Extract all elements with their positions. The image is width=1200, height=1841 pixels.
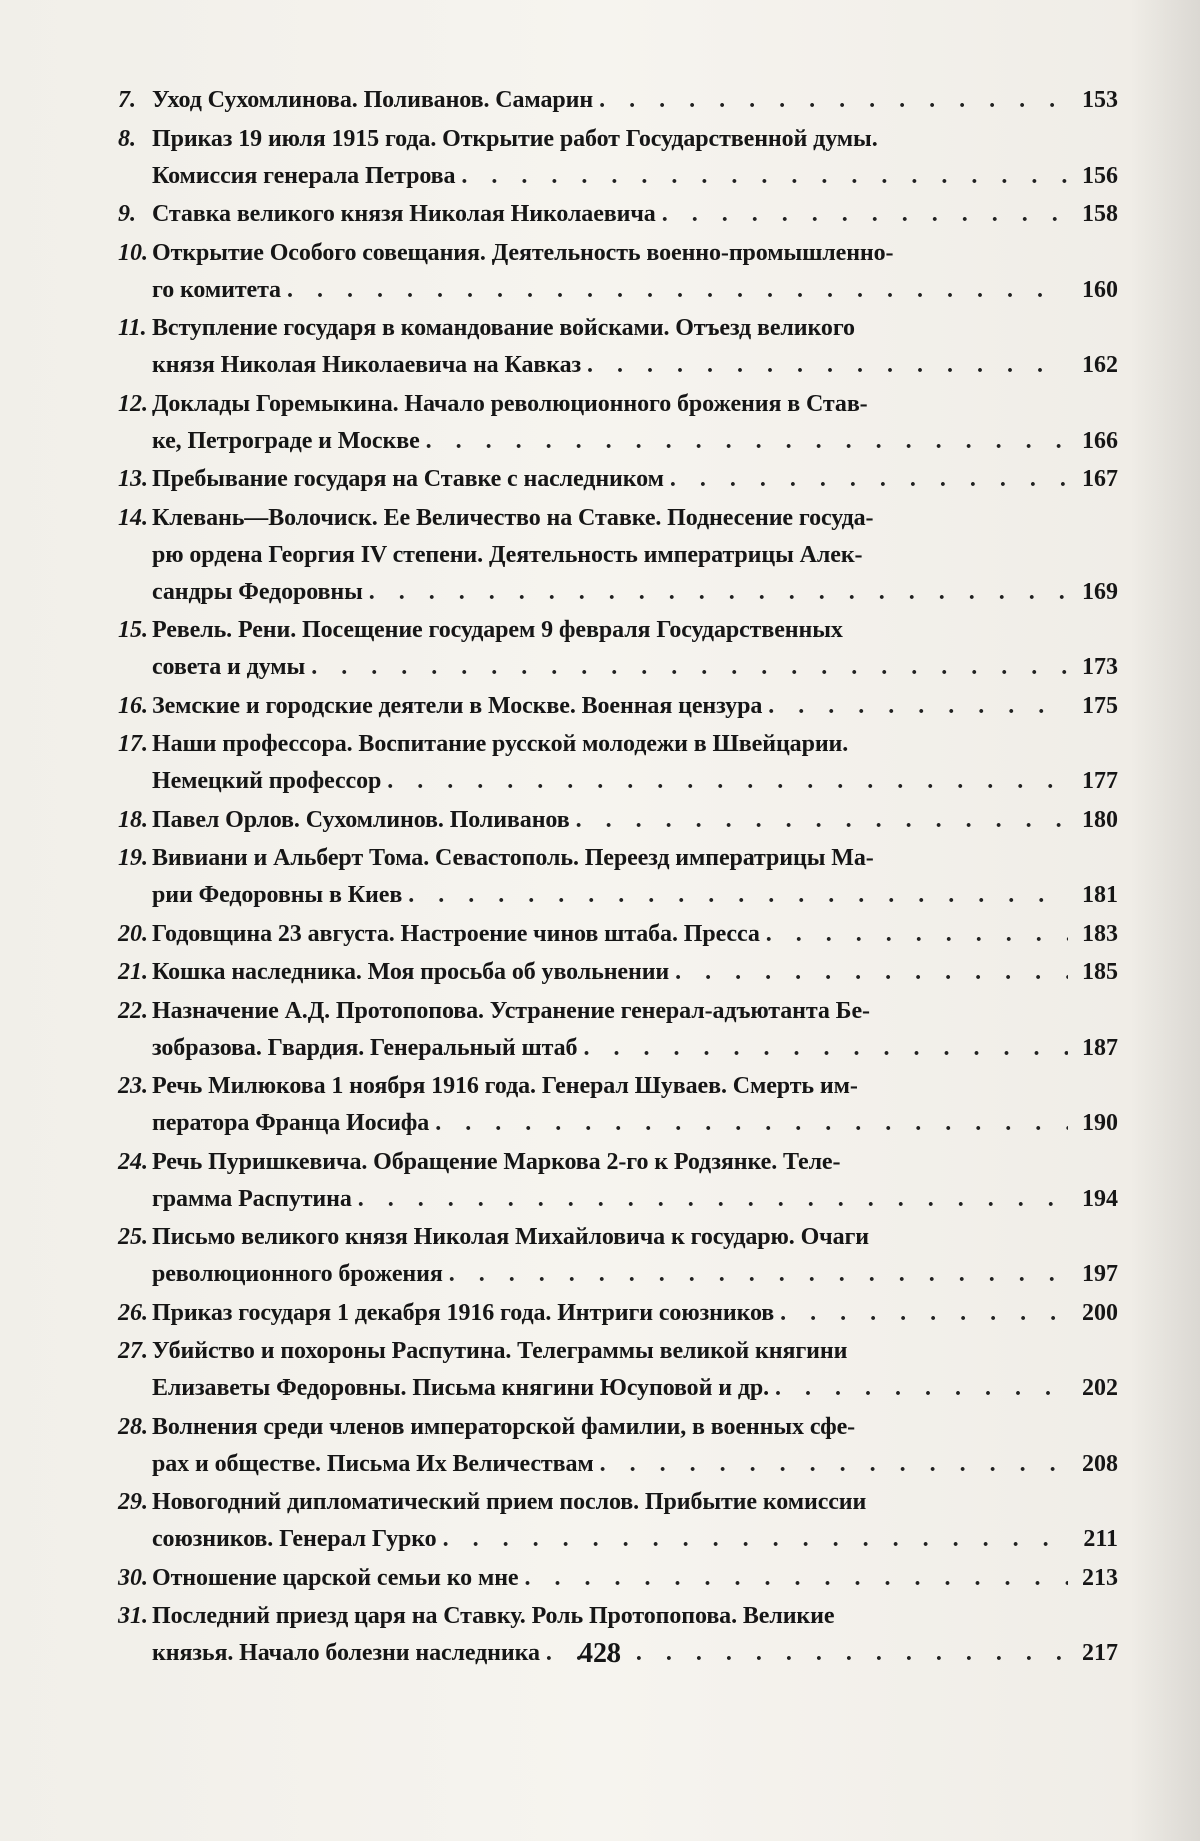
chapter-title: го комитета <box>152 276 281 303</box>
toc-entry <box>118 1068 1118 1142</box>
toc-line <box>118 537 1118 574</box>
chapter-number: 12. <box>118 390 148 417</box>
page-ref: 162 <box>1082 352 1118 378</box>
toc-line <box>118 574 1118 611</box>
chapter-title: Отношение царской семьи ко мне <box>152 1564 519 1591</box>
page-ref: 156 <box>1082 162 1118 189</box>
page-ref: 167 <box>1082 466 1118 492</box>
toc-line <box>118 82 1118 119</box>
toc-entry <box>118 1144 1118 1218</box>
chapter-title: Немецкий профессор <box>152 768 382 794</box>
toc-line <box>118 158 1118 195</box>
chapter-title: Клевань—Волочиск. Ее Величество на Ставке. Поднесение госуда- <box>152 504 874 531</box>
toc-line <box>118 877 1118 914</box>
dot-leader <box>449 1256 1068 1293</box>
toc-line <box>118 1333 1118 1370</box>
toc-line <box>118 802 1118 839</box>
page-ref: 175 <box>1082 692 1118 719</box>
chapter-number: 28. <box>118 1413 148 1440</box>
chapter-title: Речь Пуришкевича. Обращение Маркова 2-го к Родзянке. Теле- <box>152 1148 841 1175</box>
dot-leader <box>775 1370 1068 1407</box>
toc-line <box>118 1256 1118 1293</box>
table-of-contents <box>118 82 1118 1674</box>
chapter-number: 11. <box>118 315 147 341</box>
page-ref: 190 <box>1082 1110 1118 1136</box>
chapter-title: Речь Милюкова 1 ноября 1916 года. Генерал Шуваев. Смерть им- <box>152 1073 858 1099</box>
toc-entry <box>118 1295 1118 1332</box>
page-ref: 177 <box>1082 768 1118 794</box>
toc-entry <box>118 916 1118 953</box>
chapter-title: Вивиани и Альберт Тома. Севастополь. Переезд императрицы Ма- <box>152 845 874 871</box>
dot-leader <box>670 461 1068 498</box>
toc-entry <box>118 993 1118 1067</box>
toc-entry <box>118 386 1118 460</box>
toc-line <box>118 1409 1118 1446</box>
chapter-title: рах и обществе. Письма Их Величествам <box>152 1450 594 1477</box>
chapter-number: 7. <box>118 87 136 113</box>
toc-entry <box>118 196 1118 233</box>
toc-entry <box>118 310 1118 384</box>
page-ref: 160 <box>1082 276 1118 303</box>
toc-line <box>118 1598 1118 1635</box>
chapter-number: 19. <box>118 845 148 871</box>
toc-line <box>118 347 1118 384</box>
page-ref: 173 <box>1082 654 1118 680</box>
chapter-number: 24. <box>118 1148 148 1175</box>
dot-leader <box>766 916 1068 953</box>
page-ref: 166 <box>1082 427 1118 454</box>
toc-line <box>118 121 1118 158</box>
toc-entry <box>118 1409 1118 1483</box>
chapter-title: зобразова. Гвардия. Генеральный штаб <box>152 1034 578 1061</box>
chapter-title: князья. Начало болезни наследника <box>152 1640 540 1666</box>
chapter-number: 31. <box>118 1603 148 1629</box>
dot-leader <box>768 688 1068 725</box>
toc-line <box>118 612 1118 649</box>
dot-leader <box>461 158 1068 195</box>
toc-line <box>118 1484 1118 1521</box>
chapter-title: Письмо великого князя Николая Михайловича к государю. Очаги <box>152 1224 869 1250</box>
chapter-number: 17. <box>118 731 148 757</box>
dot-leader <box>408 877 1068 914</box>
toc-line <box>118 1295 1118 1332</box>
dot-leader <box>443 1521 1068 1558</box>
chapter-number: 13. <box>118 466 148 492</box>
chapter-title: совета и думы <box>152 654 306 680</box>
chapter-title: Земские и городские деятели в Москве. Военная цензура <box>152 692 763 719</box>
page-ref: 180 <box>1082 806 1118 833</box>
chapter-title: Открытие Особого совещания. Деятельность военно-промышленно- <box>152 239 894 266</box>
chapter-number: 26. <box>118 1299 148 1326</box>
dot-leader <box>675 954 1068 991</box>
dot-leader <box>369 574 1068 611</box>
page-number: 428 <box>579 1638 621 1669</box>
chapter-number: 14. <box>118 504 148 531</box>
toc-line <box>118 1030 1118 1067</box>
toc-line <box>118 916 1118 953</box>
toc-entry <box>118 726 1118 800</box>
chapter-title: Кошка наследника. Моя просьба об увольнении <box>152 959 670 985</box>
page-ref: 213 <box>1082 1564 1118 1591</box>
toc-line <box>118 1105 1118 1142</box>
chapter-title: Ставка великого князя Николая Николаевича <box>152 201 656 227</box>
chapter-title: рии Федоровны в Киев <box>152 882 403 908</box>
toc-line <box>118 1446 1118 1483</box>
dot-leader <box>387 763 1068 800</box>
chapter-title: Приказ государя 1 декабря 1916 года. Интриги союзников <box>152 1299 775 1326</box>
toc-line <box>118 840 1118 877</box>
chapter-title: Последний приезд царя на Ставку. Роль Протопопова. Великие <box>152 1603 835 1629</box>
chapter-title: сандры Федоровны <box>152 578 363 605</box>
toc-line <box>118 1521 1118 1558</box>
page-ref: 211 <box>1083 1526 1118 1552</box>
dot-leader <box>311 649 1068 686</box>
chapter-title: грамма Распутина <box>152 1185 352 1212</box>
chapter-title: рю ордена Георгия IV степени. Деятельность императрицы Алек- <box>152 541 863 568</box>
chapter-number: 16. <box>118 692 148 719</box>
toc-line <box>118 423 1118 460</box>
dot-leader <box>587 347 1068 384</box>
toc-entry <box>118 82 1118 119</box>
toc-line <box>118 310 1118 347</box>
chapter-number: 9. <box>118 201 136 227</box>
toc-entry <box>118 1484 1118 1558</box>
page-ref: 187 <box>1082 1034 1118 1061</box>
page-ref: 200 <box>1082 1299 1118 1326</box>
chapter-title: Приказ 19 июля 1915 года. Открытие работ Государственной думы. <box>152 125 878 152</box>
toc-entry <box>118 235 1118 309</box>
dot-leader <box>435 1105 1068 1142</box>
chapter-title: Назначение А.Д. Протопопова. Устранение генерал-адъютанта Бе- <box>152 997 870 1024</box>
chapter-title: Волнения среди членов императорской фамилии, в военных сфе- <box>152 1413 856 1440</box>
dot-leader <box>662 196 1068 233</box>
chapter-number: 25. <box>118 1224 148 1250</box>
chapter-title: Новогодний дипломатический прием послов. Прибытие комиссии <box>152 1489 867 1515</box>
chapter-title: Пребывание государя на Ставке с наследником <box>152 466 664 492</box>
chapter-number: 30. <box>118 1564 148 1591</box>
toc-line <box>118 1181 1118 1218</box>
dot-leader <box>599 82 1068 119</box>
dot-leader <box>358 1181 1068 1218</box>
dot-leader <box>287 272 1068 309</box>
chapter-number: 29. <box>118 1489 148 1515</box>
chapter-number: 15. <box>118 617 148 643</box>
dot-leader <box>524 1560 1068 1597</box>
toc-line <box>118 461 1118 498</box>
toc-line <box>118 500 1118 537</box>
page-ref: 181 <box>1082 882 1118 908</box>
chapter-title: ператора Франца Иосифа <box>152 1110 430 1136</box>
page-ref: 169 <box>1082 578 1118 605</box>
chapter-title: Доклады Горемыкина. Начало революционного брожения в Став- <box>152 390 868 417</box>
toc-line <box>118 763 1118 800</box>
chapter-number: 21. <box>118 959 148 985</box>
chapter-number: 20. <box>118 920 148 947</box>
chapter-title: революционного брожения <box>152 1261 443 1287</box>
chapter-number: 27. <box>118 1338 148 1364</box>
chapter-title: Ревель. Рени. Посещение государем 9 февраля Государственных <box>152 617 843 643</box>
toc-line <box>118 386 1118 423</box>
toc-line <box>118 726 1118 763</box>
toc-line <box>118 1370 1118 1407</box>
chapter-title: Уход Сухомлинова. Поливанов. Самарин <box>152 87 594 113</box>
toc-line <box>118 688 1118 725</box>
toc-entry <box>118 1333 1118 1407</box>
toc-line <box>118 1219 1118 1256</box>
page-ref: 202 <box>1082 1375 1118 1401</box>
chapter-number: 23. <box>118 1073 148 1099</box>
chapter-number: 10. <box>118 239 148 266</box>
dot-leader <box>576 802 1068 839</box>
chapter-title: Елизаветы Федоровны. Письма княгини Юсуповой и др. <box>152 1375 770 1401</box>
toc-line <box>118 993 1118 1030</box>
toc-entry <box>118 688 1118 725</box>
dot-leader <box>600 1446 1068 1483</box>
toc-line <box>118 272 1118 309</box>
chapter-title: союзников. Генерал Гурко <box>152 1526 437 1552</box>
page-ref: 185 <box>1082 959 1118 985</box>
page-ref: 158 <box>1082 201 1118 227</box>
page-ref: 197 <box>1082 1261 1118 1287</box>
page-ref: 194 <box>1082 1185 1118 1212</box>
toc-entry <box>118 840 1118 914</box>
toc-entry <box>118 121 1118 195</box>
toc-line <box>118 1144 1118 1181</box>
dot-leader <box>583 1030 1068 1067</box>
toc-line <box>118 954 1118 991</box>
chapter-title: ке, Петрограде и Москве <box>152 427 420 454</box>
toc-entry <box>118 1560 1118 1597</box>
chapter-title: Годовщина 23 августа. Настроение чинов штаба. Пресса <box>152 920 760 947</box>
toc-line <box>118 196 1118 233</box>
page-ref: 217 <box>1082 1640 1118 1666</box>
page-ref: 208 <box>1082 1450 1118 1477</box>
toc-line <box>118 649 1118 686</box>
chapter-title: Комиссия генерала Петрова <box>152 162 456 189</box>
dot-leader <box>780 1295 1068 1332</box>
chapter-number: 22. <box>118 997 148 1024</box>
page-ref: 183 <box>1082 920 1118 947</box>
chapter-title: Убийство и похороны Распутина. Телеграммы великой княгини <box>152 1338 848 1364</box>
toc-entry <box>118 461 1118 498</box>
toc-entry <box>118 1219 1118 1293</box>
toc-entry <box>118 954 1118 991</box>
toc-entry <box>118 500 1118 611</box>
dot-leader <box>426 423 1068 460</box>
page-ref: 153 <box>1082 87 1118 113</box>
chapter-title: Наши профессора. Воспитание русской молодежи в Швейцарии. <box>152 731 849 757</box>
toc-line <box>118 1560 1118 1597</box>
chapter-number: 8. <box>118 125 136 152</box>
chapter-title: князя Николая Николаевича на Кавказ <box>152 352 582 378</box>
chapter-title: Павел Орлов. Сухомлинов. Поливанов <box>152 806 570 833</box>
toc-line <box>118 235 1118 272</box>
toc-line <box>118 1068 1118 1105</box>
toc-entry <box>118 802 1118 839</box>
toc-entry <box>118 612 1118 686</box>
chapter-title: Вступление государя в командование войсками. Отъезд великого <box>152 315 855 341</box>
chapter-number: 18. <box>118 806 148 833</box>
